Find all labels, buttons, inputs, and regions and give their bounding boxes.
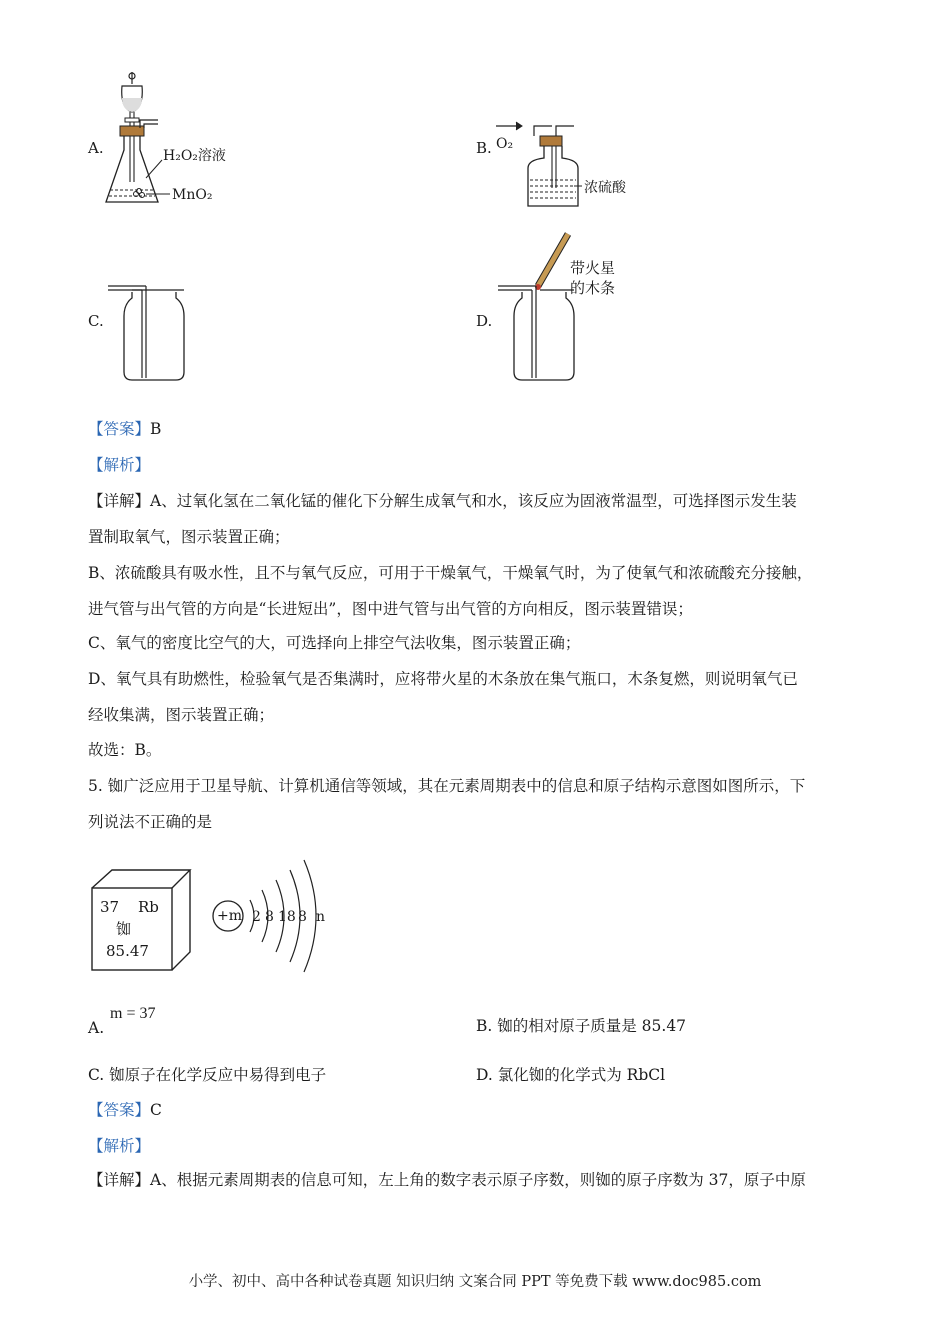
gas-bottle-c-figure — [106, 282, 186, 382]
nucleus-label: +m — [217, 908, 243, 924]
apparatus-b-figure — [494, 118, 594, 213]
q4-answer — [88, 419, 161, 439]
answer-value: B — [150, 420, 162, 438]
shell-1: 2 — [252, 909, 261, 925]
shell-3: 18 — [278, 909, 296, 925]
q5-stem-line-1: 5. 铷广泛应用于卫星导航、计算机通信等领域，其在元素周期表中的信息和原子结构示意图如图所示，下 — [88, 777, 806, 795]
shell-2: 8 — [265, 909, 274, 925]
analysis-tag: 【解析】 — [88, 456, 151, 474]
q5-option-b: B. 铷的相对原子质量是 85.47 — [476, 1017, 687, 1035]
element-symbol: Rb — [138, 898, 159, 916]
option-d-label: D. — [476, 312, 493, 330]
detail-line-0: 【详解】A、过氧化氢在二氧化锰的催化下分解生成氧气和水，该反应为固液常温型，可选择图示发生装 — [88, 492, 797, 510]
page-footer: 小学、初中、高中各种试卷真题 知识归纳 文案合同 PPT 等免费下载 www.doc985.com — [188, 1274, 762, 1290]
detail-line-4: C、氧气的密度比空气的大，可选择向上排空气法收集，图示装置正确； — [88, 634, 581, 652]
option-c-label: C. — [88, 312, 104, 330]
detail-line-2: B、浓硫酸具有吸水性，且不与氧气反应，可用于干燥氧气，干燥氧气时，为了使氧气和浓硫酸充分接触， — [88, 564, 813, 582]
h2o2-label: H₂O₂溶液 — [163, 148, 226, 164]
element-number: 37 — [100, 898, 120, 916]
q5-answer — [88, 1100, 162, 1120]
q5-detail-line-1: 【详解】A、根据元素周期表的信息可知，左上角的数字表示原子序数，则铷的原子序数为 37，原子中原 — [88, 1171, 806, 1189]
q5-option-d: D. 氯化铷的化学式为 RbCl — [476, 1066, 666, 1084]
shell-5: n — [316, 909, 326, 925]
answer-tag: 【答案】 — [88, 420, 151, 438]
stick-label-1: 带火星 — [570, 259, 616, 277]
detail-tag: 【详解】 — [88, 492, 151, 510]
detail-line-6: 经收集满，图示装置正确； — [88, 706, 275, 724]
q5-option-a-formula: m = 37 — [110, 1005, 156, 1022]
mno2-label: MnO₂ — [172, 187, 213, 203]
detail-line-3: 进气管与出气管的方向是“长进短出”，图中进气管与出气管的方向相反，图示装置错误； — [88, 600, 693, 618]
detail-line-7: 故选：B。 — [88, 741, 162, 759]
element-mass: 85.47 — [106, 942, 149, 960]
element-name: 铷 — [116, 920, 132, 938]
q5-answer-value: C — [150, 1101, 162, 1119]
q5-detail-tag: 【详解】 — [88, 1171, 151, 1189]
acid-label: 浓硫酸 — [584, 180, 626, 196]
q5-answer-tag: 【答案】 — [88, 1101, 151, 1119]
q5-stem-line-2: 列说法不正确的是 — [88, 813, 213, 831]
q5-analysis-tag: 【解析】 — [88, 1137, 151, 1155]
detail-line-1: 置制取氧气，图示装置正确； — [88, 528, 290, 546]
option-b-label: B. — [476, 139, 492, 157]
q5-option-c: C. 铷原子在化学反应中易得到电子 — [88, 1066, 327, 1084]
q5-option-a-label: A. — [88, 1019, 105, 1037]
shell-4: 8 — [298, 909, 307, 925]
o2-label: O₂ — [496, 136, 514, 152]
detail-line-5: D、氧气具有助燃性，检验氧气是否集满时，应将带火星的木条放在集气瓶口，木条复燃，则说明氧气已 — [88, 670, 798, 688]
stick-label-2: 的木条 — [570, 279, 616, 297]
option-a-label: A. — [88, 139, 104, 157]
gas-bottle-d-figure — [496, 230, 576, 382]
